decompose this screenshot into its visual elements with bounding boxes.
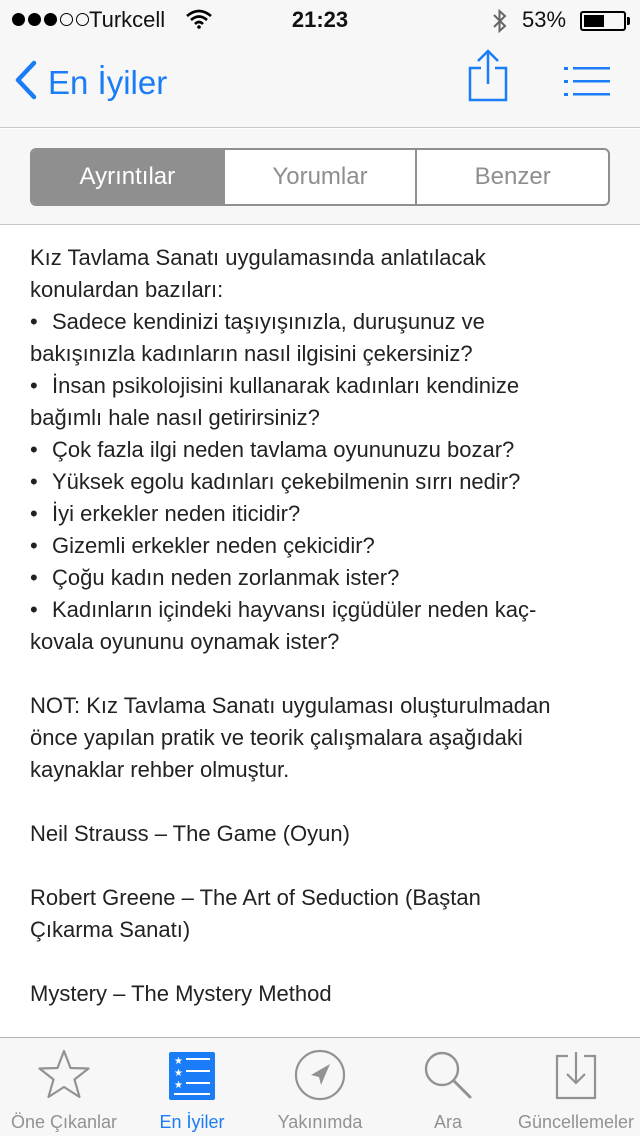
svg-text:★: ★ — [174, 1056, 183, 1067]
battery-level — [584, 15, 604, 27]
note-line: önce yapılan pratik ve teorik çalışmalara aşağıdaki — [30, 725, 523, 750]
back-button-label: En İyiler — [48, 63, 168, 101]
updates-icon — [512, 1048, 640, 1102]
intro-line: Kız Tavlama Sanatı uygulamasında anlatılacak — [30, 245, 486, 270]
top-charts-icon — [128, 1048, 256, 1102]
tab-top-charts[interactable] — [128, 1038, 256, 1136]
list-item: • Kadınların içindeki hayvansı içgüdüler neden kaç- — [30, 597, 537, 622]
tab-label: Yakınımda — [277, 1112, 363, 1132]
battery-percent: 53% — [522, 7, 567, 32]
bluetooth-icon — [492, 8, 508, 39]
source-line: Mystery – The Mystery Method — [30, 981, 332, 1006]
segmented-control — [30, 148, 610, 206]
tab-featured[interactable] — [0, 1038, 128, 1136]
chevron-left-icon — [14, 60, 38, 105]
list-icon — [564, 85, 610, 102]
segment-reviews[interactable]: Yorumlar — [223, 150, 416, 204]
tab-search[interactable] — [384, 1038, 512, 1136]
description-text — [30, 242, 620, 1010]
status-time: 21:23 — [291, 7, 349, 32]
star-icon — [0, 1048, 128, 1102]
source-line: Robert Greene – The Art of Seduction (Baştan — [30, 885, 481, 910]
back-button[interactable] — [14, 60, 167, 105]
tab-label: Öne Çıkanlar — [10, 1112, 118, 1132]
list-item: • Çoğu kadın neden zorlanmak ister? — [30, 565, 400, 590]
list-button[interactable] — [564, 66, 610, 103]
segment-bar — [0, 129, 640, 225]
tab-bar — [0, 1037, 640, 1136]
list-item-continuation: bağımlı hale nasıl getirirsiniz? — [30, 405, 320, 430]
list-item: • Çok fazla ilgi neden tavlama oyununuzu bozar? — [30, 437, 515, 462]
list-item-continuation: bakışınızla kadınların nasıl ilgisini çekersiniz? — [30, 341, 473, 366]
navigation-bar — [0, 40, 640, 128]
tab-near-me[interactable] — [256, 1038, 384, 1136]
share-icon — [466, 91, 510, 108]
note-line: NOT: Kız Tavlama Sanatı uygulaması oluşturulmadan — [30, 693, 551, 718]
carrier-name: Turkcell — [89, 7, 166, 32]
tab-label: En İyiler — [159, 1112, 225, 1132]
tab-updates[interactable] — [512, 1038, 640, 1136]
segment-details[interactable]: Ayrıntılar — [32, 150, 223, 204]
list-item: • Yüksek egolu kadınları çekebilmenin sırrı nedir? — [30, 469, 521, 494]
segment-related[interactable]: Benzer — [415, 150, 608, 204]
source-line: Çıkarma Sanatı) — [30, 917, 191, 942]
intro-line: konulardan bazıları: — [30, 277, 224, 302]
search-icon — [384, 1048, 512, 1102]
status-bar — [0, 0, 640, 40]
svg-text:★: ★ — [174, 1080, 183, 1091]
location-icon — [256, 1048, 384, 1102]
list-item-continuation: kovala oyununu oynamak ister? — [30, 629, 340, 654]
tab-label: Güncellemeler — [517, 1112, 635, 1132]
list-item: • İnsan psikolojisini kullanarak kadınları kendinize — [30, 373, 520, 398]
list-item: • İyi erkekler neden iticidir? — [30, 501, 301, 526]
svg-text:★: ★ — [174, 1068, 183, 1079]
battery-icon — [580, 11, 626, 31]
note-line: kaynaklar rehber olmuştur. — [30, 757, 290, 782]
list-item: • Sadece kendinizi taşıyışınızla, duruşunuz ve — [30, 309, 485, 334]
share-button[interactable] — [466, 48, 510, 109]
list-item: • Gizemli erkekler neden çekicidir? — [30, 533, 375, 558]
tab-label: Ara — [433, 1112, 462, 1132]
source-line: Neil Strauss – The Game (Oyun) — [30, 821, 350, 846]
